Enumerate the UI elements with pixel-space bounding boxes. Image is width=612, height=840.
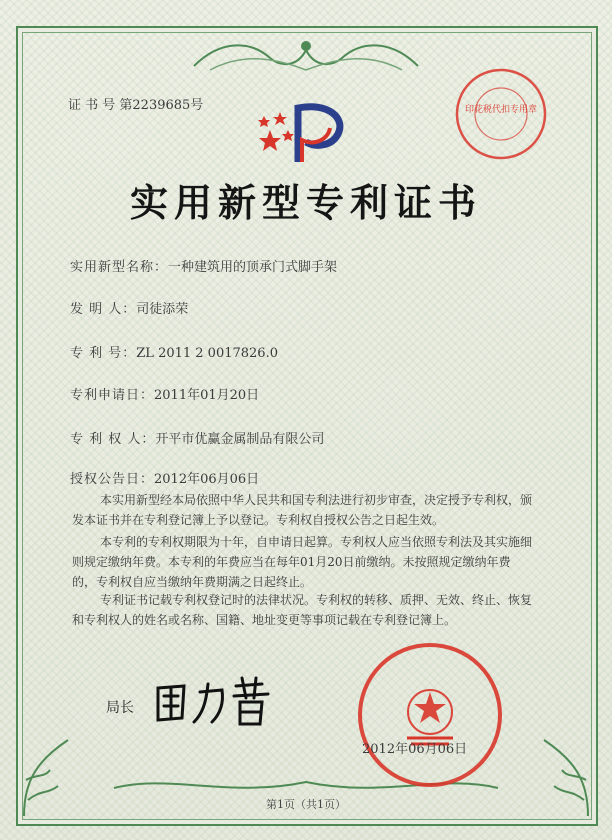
certificate-number: 证 书 号 第2239685号: [68, 98, 204, 113]
body-paragraph-2: 本专利的专利权期限为十年，自申请日起算。专利权人应当依照专利法及其实施细则规定缴纳年费。本专利的年费应当在每年01月20日前缴纳。未按照规定缴纳年费的，专利权自应当缴纳年费期满之日起终止。: [72, 535, 533, 589]
page-number: 第1页（共1页）: [266, 798, 346, 811]
field-grant-date-label: 授权公告日：: [70, 472, 155, 487]
field-patentee: [70, 428, 324, 447]
certificate-title: 实用新型专利证书: [129, 180, 482, 225]
tax-stamp: [453, 66, 549, 162]
field-inventor-label: 发 明 人：: [70, 302, 137, 317]
field-filing-date-label: 专利申请日：: [70, 388, 155, 403]
official-seal: [355, 640, 505, 790]
field-name: [70, 256, 337, 275]
field-name-value: 一种建筑用的顶承门式脚手架: [168, 260, 338, 275]
director-label: 局长: [106, 700, 134, 716]
field-patent-no: [70, 342, 278, 361]
field-grant-date: [70, 468, 259, 487]
body-paragraph-1: 本实用新型经本局依照中华人民共和国专利法进行初步审查，决定授予专利权，颁发本证书并在专利登记簿上予以登记。专利权自授权公告之日起生效。: [72, 493, 533, 527]
patent-office-logo: [258, 100, 348, 166]
seal-date: 2012年06月06日: [362, 742, 468, 757]
director-signature: [150, 674, 280, 730]
body-paragraph-3: 专利证书记载专利权登记时的法律状况。专利权的转移、质押、无效、终止、恢复和专利权人的姓名或名称、国籍、地址变更等事项记载在专利登记簿上。: [72, 593, 533, 627]
field-inventor: [70, 298, 188, 317]
field-patent-no-label: 专 利 号：: [70, 346, 137, 361]
field-grant-date-value: 2012年06月06日: [154, 472, 260, 487]
field-patentee-value: 开平市优赢金属制品有限公司: [155, 432, 325, 447]
field-name-label: 实用新型名称：: [70, 260, 169, 275]
tax-stamp-inner: 印花税代扣专用章: [464, 105, 538, 115]
top-ornament: [190, 36, 422, 76]
field-patent-no-value: ZL 2011 2 0017826.0: [136, 346, 278, 361]
field-inventor-value: 司徒添荣: [136, 302, 189, 317]
field-filing-date-value: 2011年01月20日: [154, 388, 260, 403]
field-patentee-label: 专 利 权 人：: [70, 432, 156, 447]
field-filing-date: [70, 384, 259, 403]
